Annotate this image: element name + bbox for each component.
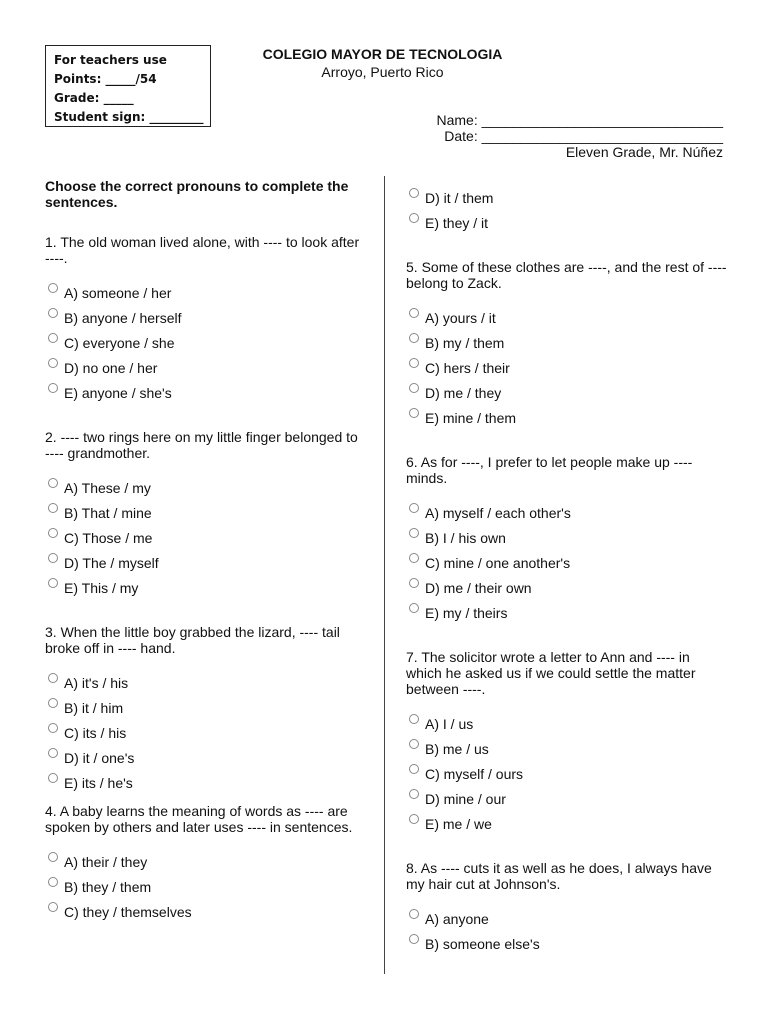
left-column	[45, 178, 363, 948]
answer-option[interactable]	[406, 931, 728, 956]
option-label: B) it / him	[64, 699, 124, 716]
radio-button-icon[interactable]	[48, 553, 58, 563]
option-label: B) someone else's	[425, 935, 540, 952]
answer-option[interactable]	[406, 355, 728, 380]
radio-button-icon[interactable]	[409, 383, 419, 393]
option-label: D) me / their own	[425, 579, 532, 596]
answer-option[interactable]	[45, 280, 363, 305]
date-line: Date: _______________________________	[444, 128, 723, 144]
question-1	[45, 234, 363, 405]
radio-button-icon[interactable]	[48, 902, 58, 912]
radio-button-icon[interactable]	[48, 383, 58, 393]
answer-option[interactable]	[45, 899, 363, 924]
answer-option[interactable]	[45, 475, 363, 500]
answer-option[interactable]	[406, 786, 728, 811]
radio-button-icon[interactable]	[48, 478, 58, 488]
option-label: E) they / it	[425, 214, 489, 231]
radio-button-icon[interactable]	[409, 188, 419, 198]
radio-button-icon[interactable]	[409, 934, 419, 944]
student-sign-field: Student sign: _________	[54, 110, 204, 124]
radio-button-icon[interactable]	[409, 714, 419, 724]
option-label: B) me / us	[425, 740, 489, 757]
answer-option[interactable]	[406, 761, 728, 786]
question-text: 7. The solicitor wrote a letter to Ann and ---- in which he asked us if we could settle the matter between ----.	[406, 649, 696, 697]
name-line: Name: _______________________________	[436, 112, 723, 128]
answer-option[interactable]	[45, 525, 363, 550]
answer-option[interactable]	[45, 874, 363, 899]
answer-option[interactable]	[45, 550, 363, 575]
school-header	[230, 45, 535, 81]
option-label: B) That / mine	[64, 504, 152, 521]
radio-button-icon[interactable]	[48, 723, 58, 733]
question-text: 2. ---- two rings here on my little finger belonged to ---- grandmother.	[45, 429, 358, 461]
radio-button-icon[interactable]	[48, 333, 58, 343]
question-text: 3. When the little boy grabbed the lizard, ---- tail broke off in ---- hand.	[45, 624, 340, 656]
radio-button-icon[interactable]	[409, 358, 419, 368]
option-label: D) it / one's	[64, 749, 135, 766]
instructions: Choose the correct pronouns to complete the sentences.	[45, 178, 349, 210]
option-label: A) it's / his	[64, 674, 129, 691]
answer-option[interactable]	[406, 405, 728, 430]
radio-button-icon[interactable]	[48, 852, 58, 862]
answer-option[interactable]	[406, 500, 728, 525]
radio-button-icon[interactable]	[48, 578, 58, 588]
answer-option[interactable]	[45, 380, 363, 405]
radio-button-icon[interactable]	[409, 739, 419, 749]
option-label: A) I / us	[425, 715, 474, 732]
question-3	[45, 624, 363, 795]
question-text: 5. Some of these clothes are ----, and the rest of ---- belong to Zack.	[406, 259, 727, 291]
option-label: D) it / them	[425, 189, 494, 206]
option-label: C) its / his	[64, 724, 127, 741]
radio-button-icon[interactable]	[409, 553, 419, 563]
grade-field: Grade: _____	[54, 91, 134, 105]
teacher-use-box	[45, 45, 211, 127]
radio-button-icon[interactable]	[48, 358, 58, 368]
option-label: C) mine / one another's	[425, 554, 571, 571]
radio-button-icon[interactable]	[409, 764, 419, 774]
radio-button-icon[interactable]	[48, 698, 58, 708]
option-label: D) no one / her	[64, 359, 158, 376]
question-6	[406, 454, 728, 625]
answer-option[interactable]	[45, 500, 363, 525]
radio-button-icon[interactable]	[48, 773, 58, 783]
radio-button-icon[interactable]	[409, 909, 419, 919]
option-label: E) its / he's	[64, 774, 133, 791]
question-7	[406, 649, 728, 836]
option-label: D) me / they	[425, 384, 502, 401]
answer-option[interactable]	[406, 210, 728, 235]
option-label: E) my / theirs	[425, 604, 508, 621]
answer-option[interactable]	[45, 720, 363, 745]
radio-button-icon[interactable]	[48, 673, 58, 683]
option-label: D) mine / our	[425, 790, 506, 807]
radio-button-icon[interactable]	[48, 283, 58, 293]
answer-option[interactable]	[45, 745, 363, 770]
option-label: A) someone / her	[64, 284, 172, 301]
radio-button-icon[interactable]	[48, 528, 58, 538]
radio-button-icon[interactable]	[409, 603, 419, 613]
radio-button-icon[interactable]	[409, 333, 419, 343]
answer-option[interactable]	[45, 355, 363, 380]
radio-button-icon[interactable]	[409, 814, 419, 824]
option-label: E) me / we	[425, 815, 492, 832]
question-text: 8. As ---- cuts it as well as he does, I always have my hair cut at Johnson's.	[406, 860, 712, 892]
school-name: COLEGIO MAYOR DE TECNOLOGIA	[262, 46, 503, 62]
answer-option[interactable]	[45, 575, 363, 600]
answer-option[interactable]	[406, 575, 728, 600]
answer-option[interactable]	[406, 525, 728, 550]
radio-button-icon[interactable]	[409, 789, 419, 799]
answer-option[interactable]	[406, 550, 728, 575]
answer-option[interactable]	[406, 711, 728, 736]
answer-option[interactable]	[406, 600, 728, 625]
answer-option[interactable]	[406, 380, 728, 405]
option-label: B) anyone / herself	[64, 309, 182, 326]
option-label: D) The / myself	[64, 554, 159, 571]
option-label: B) my / them	[425, 334, 505, 351]
radio-button-icon[interactable]	[409, 528, 419, 538]
answer-option[interactable]	[406, 906, 728, 931]
answer-option[interactable]	[406, 736, 728, 761]
question-8	[406, 860, 728, 956]
question-text: 6. As for ----, I prefer to let people make up ---- minds.	[406, 454, 693, 486]
question-4-continued	[406, 185, 728, 235]
radio-button-icon[interactable]	[409, 408, 419, 418]
radio-button-icon[interactable]	[48, 748, 58, 758]
answer-option[interactable]	[45, 770, 363, 795]
option-label: C) myself / ours	[425, 765, 524, 782]
option-label: B) they / them	[64, 878, 152, 895]
radio-button-icon[interactable]	[409, 578, 419, 588]
column-divider	[384, 176, 385, 974]
answer-option[interactable]	[406, 185, 728, 210]
right-column	[406, 185, 728, 980]
question-4	[45, 803, 363, 924]
answer-option[interactable]	[406, 330, 728, 355]
teacher-box-title: For teachers use	[54, 53, 167, 67]
option-label: C) they / themselves	[64, 903, 192, 920]
answer-option[interactable]	[45, 670, 363, 695]
school-location: Arroyo, Puerto Rico	[321, 64, 444, 80]
radio-button-icon[interactable]	[48, 877, 58, 887]
option-label: C) everyone / she	[64, 334, 175, 351]
answer-option[interactable]	[45, 849, 363, 874]
option-label: C) hers / their	[425, 359, 510, 376]
radio-button-icon[interactable]	[409, 308, 419, 318]
radio-button-icon[interactable]	[409, 503, 419, 513]
grade-teacher: Eleven Grade, Mr. Núñez	[565, 144, 723, 160]
option-label: A) yours / it	[425, 309, 496, 326]
question-text: 1. The old woman lived alone, with ---- to look after ----.	[45, 234, 360, 266]
answer-option[interactable]	[406, 305, 728, 330]
option-label: A) their / they	[64, 853, 148, 870]
option-label: A) anyone	[425, 910, 489, 927]
answer-option[interactable]	[45, 305, 363, 330]
question-2	[45, 429, 363, 600]
answer-option[interactable]	[45, 695, 363, 720]
question-5	[406, 259, 728, 430]
option-label: C) Those / me	[64, 529, 153, 546]
option-label: B) I / his own	[425, 529, 506, 546]
radio-button-icon[interactable]	[48, 503, 58, 513]
option-label: E) anyone / she's	[64, 384, 172, 401]
question-text: 4. A baby learns the meaning of words as ---- are spoken by others and later uses ---- in sentences.	[45, 803, 353, 835]
option-label: A) myself / each other's	[425, 504, 571, 521]
points-field: Points: _____/54	[54, 72, 157, 86]
option-label: A) These / my	[64, 479, 151, 496]
option-label: E) mine / them	[425, 409, 517, 426]
answer-option[interactable]	[45, 330, 363, 355]
student-info	[437, 112, 724, 160]
radio-button-icon[interactable]	[409, 213, 419, 223]
option-label: E) This / my	[64, 579, 139, 596]
radio-button-icon[interactable]	[48, 308, 58, 318]
answer-option[interactable]	[406, 811, 728, 836]
